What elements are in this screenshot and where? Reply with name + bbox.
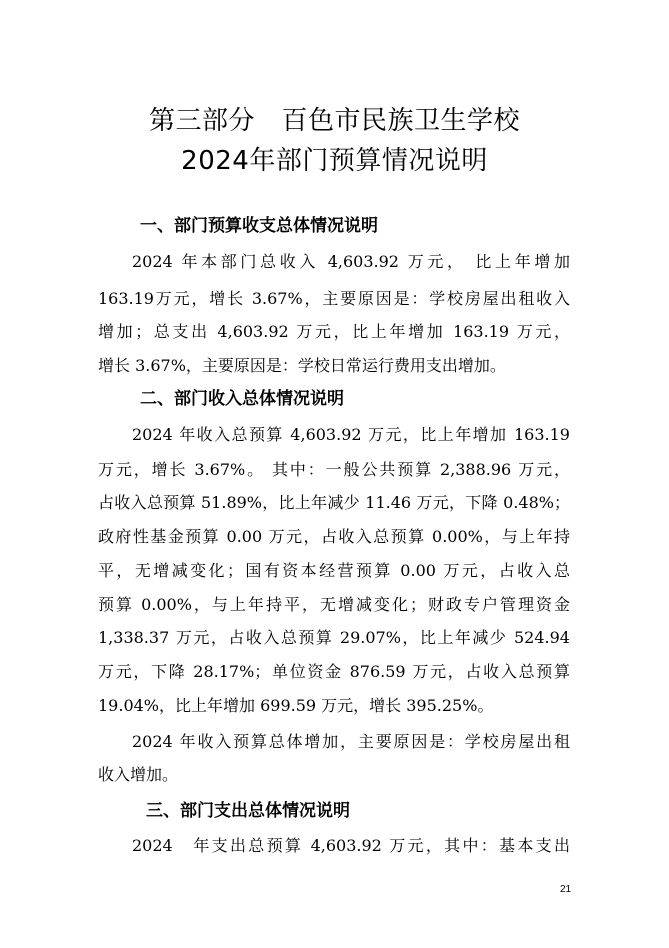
paragraph-line: 预算 0.00%，与上年持平，无增减变化；财政专户管理资金 xyxy=(98,595,570,614)
paragraph-line: 2024 年收入预算总体增加，主要原因是：学校房屋出租 xyxy=(132,732,570,751)
section-heading-3: 三、部门支出总体情况说明 xyxy=(146,801,350,821)
page-number: 21 xyxy=(560,884,572,895)
paragraph-line: 政府性基金预算 0.00 万元，占收入总预算 0.00%，与上年持 xyxy=(98,527,570,546)
paragraph-line: 1,338.37 万元，占收入总预算 29.07%，比上年减少 524.94 xyxy=(98,628,570,647)
section-heading-2: 二、部门收入总体情况说明 xyxy=(140,389,344,409)
page-title-line-1: 第三部分 百色市民族卫生学校 xyxy=(148,106,520,136)
paragraph-line: 163.19万元，增长 3.67%，主要原因是：学校房屋出租收入 xyxy=(98,289,570,308)
paragraph-line: 增加；总支出 4,603.92 万元，比上年增加 163.19 万元， xyxy=(98,322,570,341)
paragraph-line: 2024 年支出总预算 4,603.92 万元，其中：基本支出 xyxy=(132,836,570,855)
paragraph-line: 2024 年收入总预算 4,603.92 万元，比上年增加 163.19 xyxy=(132,425,570,444)
paragraph-line: 2024 年本部门总收入 4,603.92 万元， 比上年增加 xyxy=(132,252,570,271)
section-heading-1: 一、部门预算收支总体情况说明 xyxy=(140,216,378,236)
paragraph-line: 万元，增长 3.67%。 其中：一般公共预算 2,388.96 万元， xyxy=(98,460,570,479)
paragraph-line: 万元，下降 28.17%；单位资金 876.59 万元，占收入总预算 xyxy=(98,662,570,681)
page-title-line-2: 2024年部门预算情况说明 xyxy=(181,146,488,176)
paragraph-line: 收入增加。 xyxy=(98,765,179,784)
paragraph-line: 平，无增减变化；国有资本经营预算 0.00 万元，占收入总 xyxy=(98,561,570,580)
paragraph-line: 占收入总预算 51.89%，比上年减少 11.46 万元，下降 0.48%； xyxy=(98,493,570,512)
paragraph-line: 增长 3.67%，主要原因是：学校日常运行费用支出增加。 xyxy=(98,356,506,375)
paragraph-line: 19.04%，比上年增加 699.59 万元，增长 395.25%。 xyxy=(98,696,494,715)
